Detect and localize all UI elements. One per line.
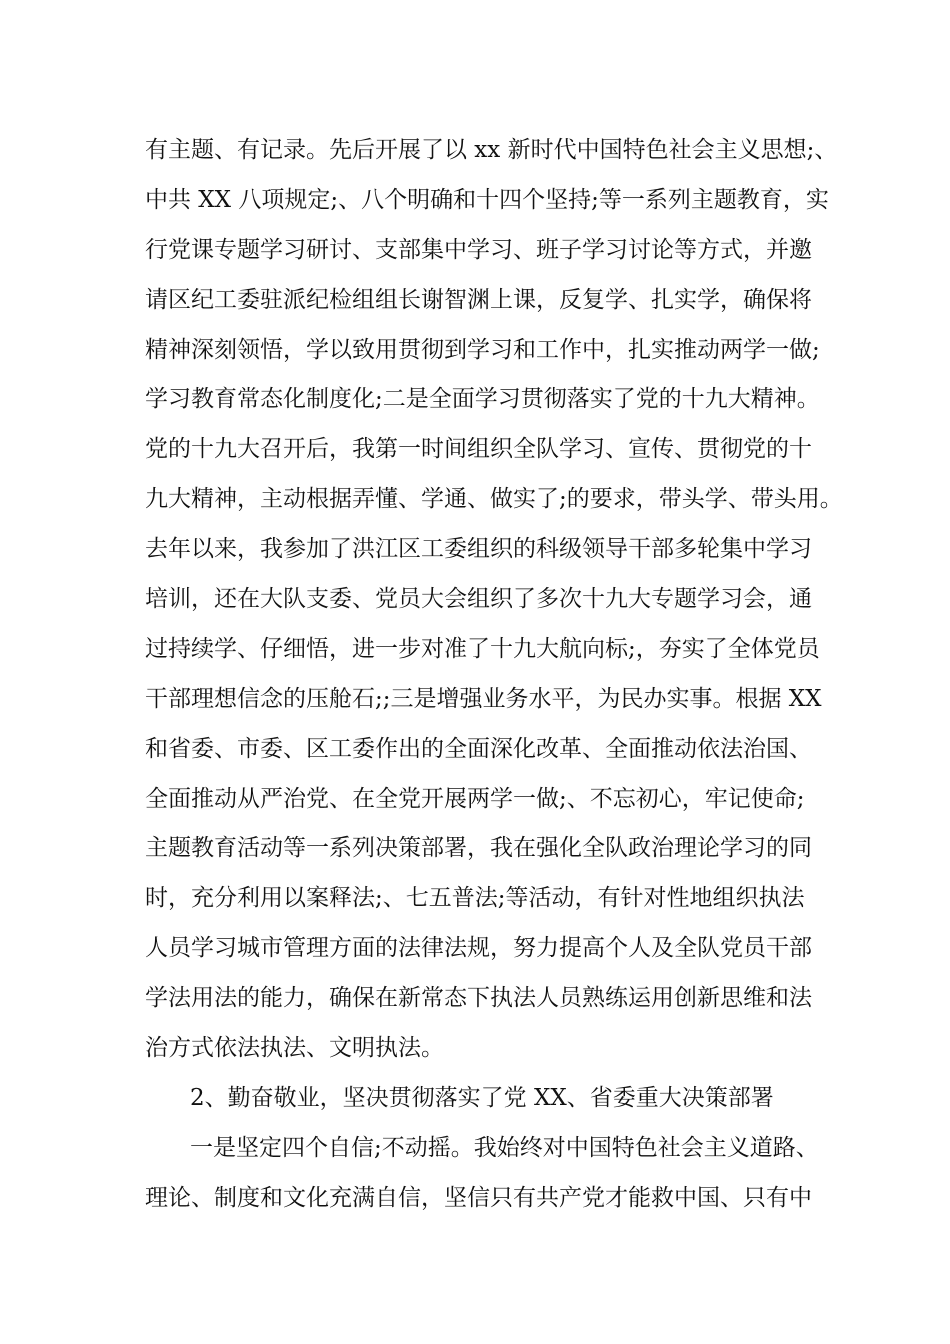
text-line: 治方式依法执法、文明执法。: [145, 1035, 444, 1062]
text-line: 时，充分利用以案释法;、七五普法;等活动，有针对性地组织执法: [145, 885, 805, 912]
text-line: 党的十九大召开后，我第一时间组织全队学习、宣传、贯彻党的十: [145, 436, 812, 463]
text-line: 学法用法的能力，确保在新常态下执法人员熟练运用创新思维和法: [145, 985, 812, 1012]
text-line: 干部理想信念的压舱石;;三是增强业务水平，为民办实事。根据 XX: [145, 685, 822, 712]
text-line: 去年以来，我参加了洪江区工委组织的科级领导干部多轮集中学习: [145, 536, 812, 563]
text-line: 主题教育活动等一系列决策部署，我在强化全队政治理论学习的同: [145, 835, 812, 862]
text-line: 中共 XX 八项规定;、八个明确和十四个坚持;等一系列主题教育，实: [145, 186, 829, 213]
paragraph-first-line: 一是坚定四个自信;不动摇。我始终对中国特色社会主义道路、: [190, 1134, 819, 1161]
text-line: 精神深刻领悟，学以致用贯彻到学习和工作中，扎实推动两学一做;: [145, 336, 820, 363]
text-line: 和省委、市委、区工委作出的全面深化改革、全面推动依法治国、: [145, 735, 812, 762]
text-line: 请区纪工委驻派纪检组组长谢智渊上课，反复学、扎实学，确保将: [145, 286, 812, 313]
text-line: 行党课专题学习研讨、支部集中学习、班子学习讨论等方式，并邀: [145, 236, 812, 263]
text-line: 九大精神，主动根据弄懂、学通、做实了;的要求，带头学、带头用。: [145, 486, 843, 513]
document-body: [145, 126, 843, 1224]
text-line: 培训，还在大队支委、党员大会组织了多次十九大专题学习会，通: [145, 586, 812, 613]
text-line: 理论、制度和文化充满自信，坚信只有共产党才能救中国、只有中: [145, 1184, 812, 1211]
text-line: 人员学习城市管理方面的法律法规，努力提高个人及全队党员干部: [145, 935, 812, 962]
text-line: 学习教育常态化制度化;二是全面学习贯彻落实了党的十九大精神。: [145, 386, 820, 413]
text-line: 有主题、有记录。先后开展了以 xx 新时代中国特色社会主义思想;、: [145, 137, 838, 163]
section-heading: 2、勤奋敬业，坚决贯彻落实了党 XX、省委重大决策部署: [190, 1084, 774, 1111]
text-line: 全面推动从严治党、在全党开展两学一做;、不忘初心，牢记使命;: [145, 785, 805, 812]
text-line: 过持续学、仔细悟，进一步对准了十九大航向标;，夯实了全体党员: [145, 635, 820, 662]
